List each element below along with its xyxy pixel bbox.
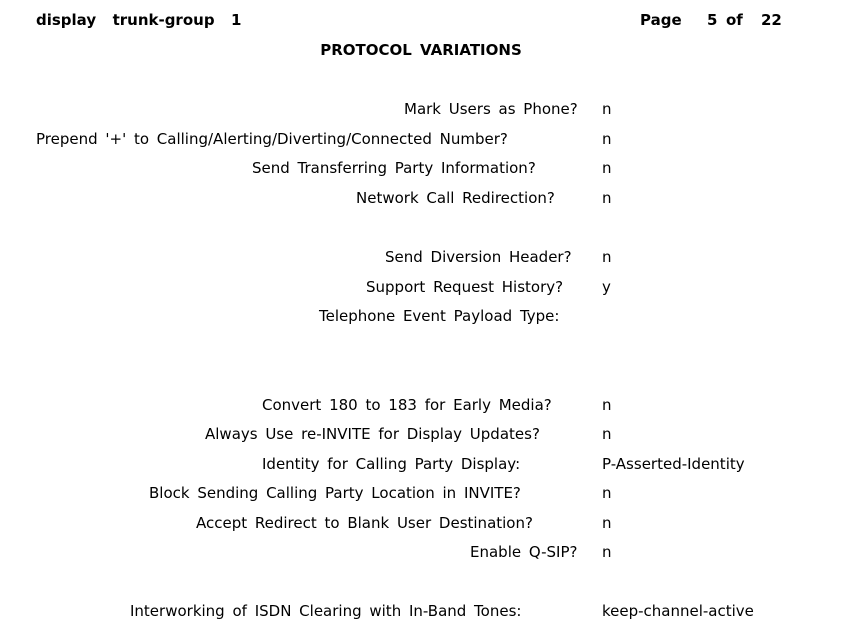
field-value-input[interactable]: keep-channel-active <box>602 602 754 620</box>
field-label: Prepend '+' to Calling/Alerting/Diverting/Connected Number? <box>36 130 508 148</box>
field-label: Enable Q-SIP? <box>470 543 578 561</box>
field-label: Network Call Redirection? <box>356 189 555 207</box>
field-label: Send Diversion Header? <box>385 248 572 266</box>
field-label: Always Use re-INVITE for Display Updates? <box>205 425 540 443</box>
field-row-send-diversion-header <box>0 248 842 270</box>
field-value-input[interactable]: n <box>602 189 612 207</box>
field-row-mark-users-as-phone <box>0 100 842 122</box>
field-value-input[interactable]: n <box>602 396 612 414</box>
field-label: Convert 180 to 183 for Early Media? <box>262 396 552 414</box>
field-row-interworking-isdn-clearing <box>0 602 842 624</box>
page-of: of <box>726 11 743 29</box>
field-row-prepend-plus <box>0 130 842 152</box>
field-value-input[interactable]: n <box>602 514 612 532</box>
field-row-network-call-redirection <box>0 189 842 211</box>
field-row-accept-redirect-blank-user <box>0 514 842 536</box>
field-row-support-request-history <box>0 278 842 300</box>
field-row-enable-q-sip <box>0 543 842 565</box>
page-label: Page <box>640 11 682 29</box>
field-label: Block Sending Calling Party Location in INVITE? <box>149 484 521 502</box>
field-value-input[interactable]: P-Asserted-Identity <box>602 455 745 473</box>
field-label: Send Transferring Party Information? <box>252 159 536 177</box>
field-label: Telephone Event Payload Type: <box>319 307 560 325</box>
field-row-send-transferring-party <box>0 159 842 181</box>
screen-title: PROTOCOL VARIATIONS <box>320 41 522 59</box>
field-value-input[interactable]: n <box>602 248 612 266</box>
field-label: Interworking of ISDN Clearing with In-Band Tones: <box>130 602 522 620</box>
field-label: Mark Users as Phone? <box>404 100 578 118</box>
field-row-identity-calling-party-display <box>0 455 842 477</box>
page-current: 5 <box>707 11 718 29</box>
field-row-always-use-reinvite <box>0 425 842 447</box>
field-value-input[interactable]: n <box>602 484 612 502</box>
field-label: Support Request History? <box>366 278 564 296</box>
field-row-convert-180-to-183 <box>0 396 842 418</box>
field-row-block-sending-location <box>0 484 842 506</box>
field-value-input[interactable]: n <box>602 543 612 561</box>
page-total: 22 <box>761 11 782 29</box>
field-row-telephone-event-payload-type <box>0 307 842 329</box>
field-value-input[interactable]: y <box>602 278 611 296</box>
field-value-input[interactable]: n <box>602 425 612 443</box>
field-label: Accept Redirect to Blank User Destination? <box>196 514 533 532</box>
field-value-input[interactable]: n <box>602 100 612 118</box>
field-value-input[interactable]: n <box>602 159 612 177</box>
command-line: display trunk-group 1 <box>36 11 242 29</box>
field-value-input[interactable]: n <box>602 130 612 148</box>
field-label: Identity for Calling Party Display: <box>262 455 521 473</box>
